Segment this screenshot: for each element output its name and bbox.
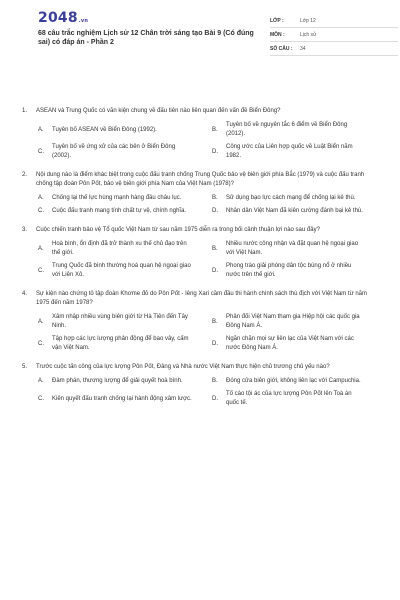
answer-option[interactable] [38,194,206,203]
answer-text: Nhiều nước công nhận và đặt quan hệ ngoại giao với Việt Nam. [226,241,359,256]
answer-text: Tuyên bố ASEAN về Biển Đông (1992). [52,126,157,133]
question-number: 4. [22,291,28,297]
answer-letter: C. [38,148,44,155]
answer-option[interactable] [212,335,380,353]
answer-text: Kiên quyết đấu tranh chống lại hành động xâm lược. [52,395,192,402]
meta-value: Lịch sử [300,31,317,38]
logo-main: 2048 [38,10,78,26]
answer-letter: D. [212,148,218,155]
answer-option[interactable] [212,207,380,216]
answer-text: Đàm phán, thương lượng để giải quyết hoà bình. [52,378,183,384]
answer-letter: C. [38,267,44,274]
answer-option[interactable] [212,121,380,139]
question-item [22,226,380,280]
answer-letter: A. [38,126,44,133]
answer-letter: D. [212,208,218,214]
answer-text: Hoà bình, ổn định đã trở thành xu thế chủ đạo trên thế giới. [52,241,187,256]
document-title: 68 câu trắc nghiệm Lịch sử 12 Chân trời sáng tạo Bài 9 (Có đúng sai) có đáp án - Phần 2 [38,30,254,46]
answer-letter: B. [212,378,218,384]
meta-row-subject [270,28,398,42]
answer-text: Tuyên bố về nguyên tắc 6 điểm về Biển Đông (2012). [226,122,348,137]
meta-value: Lớp 12 [300,17,316,24]
answer-grid [22,240,380,280]
question-number: 1. [22,108,28,114]
question-text: Trước cuộc tấn công của lực lượng Pôn Pốt, Đảng và Nhà nước Việt Nam thực hiện chủ trương chủ yếu nào? [36,364,330,370]
question-text: Nội dung nào là điểm khác biệt trong cuộc đấu tranh chống Trung Quốc bảo vệ biên giới phía Bắc (1979) và cuộc đấu tranh chống tập đoàn Pôn Pốt, bảo vệ biên giới phía Nam của Việt Nam (1978)? [36,172,365,187]
question-text: Cuộc chiến tranh bảo vệ Tổ quốc Việt Nam từ sau năm 1975 diễn ra trong bối cảnh thuận lợi nào sau đây? [36,227,320,233]
answer-text: Phản đối Việt Nam tham gia Hiệp hội các quốc gia Đông Nam Á. [226,314,360,329]
answer-letter: B. [212,318,218,325]
answer-text: Nhân dân Việt Nam đã kiên cường đánh bại kẻ thù. [226,208,363,214]
answer-letter: C. [38,395,44,402]
answer-option[interactable] [38,240,206,258]
answer-text: Phong trào giải phóng dân tộc bùng nổ ở nhiều nước trên thế giới. [226,263,352,278]
answer-text: Đóng cửa biên giới, không liên lạc với Campuchia. [226,378,361,384]
answer-letter: A. [38,318,44,325]
question-text: Sự kiện nào chứng tỏ tập đoàn Khơme đỏ do Pôn Pốt - Iêng Xari cầm đầu thi hành chính sách thù địch với Việt Nam từ năm 1975 đến năm 1978? [36,291,367,306]
meta-table [270,14,398,56]
answer-text: Tuyên bố về ứng xử của các bên ở Biển Đông (2002). [52,144,176,159]
answer-option[interactable] [212,240,380,258]
answer-letter: D. [212,267,218,274]
answer-text: Công ước của Liên hợp quốc về Luật Biển năm 1982. [226,144,353,159]
answer-option[interactable] [38,121,206,139]
answer-text: Ngăn chặn mọi sự liên lạc của Việt Nam với các nước Đông Nam Á. [226,336,354,351]
site-logo[interactable] [38,10,88,26]
answer-letter: C. [38,208,44,214]
answer-option[interactable] [212,313,380,331]
answer-option[interactable] [38,262,206,280]
answer-letter: D. [212,340,218,347]
answer-letter: B. [212,245,218,252]
answer-letter: B. [212,126,218,133]
meta-label: SỐ CÂU : [270,45,293,52]
question-stem [22,363,380,372]
logo-suffix: .vn [78,18,89,24]
answer-option[interactable] [212,390,380,408]
answer-text: Cuộc đấu tranh mang tính chất tự vệ, chính nghĩa. [52,208,187,214]
answer-text: Xâm nhập nhiều vùng biên giới từ Hà Tiên đến Tây Ninh. [52,314,188,329]
answer-option[interactable] [212,262,380,280]
meta-value: 34 [300,45,306,52]
document-header [16,0,384,60]
meta-row-grade [270,14,398,28]
answer-option[interactable] [38,335,206,353]
answer-option[interactable] [212,143,380,161]
answer-letter: A. [38,245,44,252]
answer-option[interactable] [212,377,380,386]
answer-text: Tố cáo tội ác của lực lượng Pôn Pốt lên Toà án quốc tế. [226,391,352,406]
answer-letter: C. [38,340,44,347]
answer-letter: D. [212,395,218,402]
answer-option[interactable] [38,207,206,216]
answer-text: Sử dụng bạo lực cách mạng để chống lại kẻ thù. [226,195,356,201]
question-item [22,363,380,408]
question-number: 2. [22,172,28,178]
answer-letter: B. [212,195,218,201]
question-stem [22,226,380,235]
answer-option[interactable] [212,194,380,203]
answer-text: Trung Quốc đã bình thường hoá quan hệ ngoại giao với Liên Xô. [52,263,191,278]
question-stem [22,171,380,189]
answer-letter: A. [38,378,44,384]
answer-grid [22,313,380,353]
answer-option[interactable] [38,143,206,161]
answer-letter: A. [38,195,44,201]
answer-option[interactable] [38,390,206,408]
answer-grid [22,121,380,161]
question-number: 3. [22,227,28,233]
answer-grid [22,194,380,216]
question-number: 5. [22,364,28,370]
question-item [22,107,380,161]
answer-option[interactable] [38,377,206,386]
question-list [22,107,380,418]
answer-text: Chống lại thế lực hùng mạnh hàng đầu châu lục. [52,195,182,201]
question-item [22,171,380,216]
question-item [22,290,380,353]
answer-option[interactable] [38,313,206,331]
question-stem [22,290,380,308]
question-stem [22,107,380,116]
question-text: ASEAN và Trung Quốc có văn kiện chung về đấu tiên nào liên quan đến vấn đề Biển Đông? [36,108,281,114]
meta-row-count [270,42,398,56]
answer-grid [22,377,380,408]
meta-label: LỚP : [270,17,284,24]
answer-text: Tập hợp các lực lượng phản động để bao vây, cấm vận Việt Nam. [52,336,189,351]
meta-label: MÔN : [270,31,285,38]
